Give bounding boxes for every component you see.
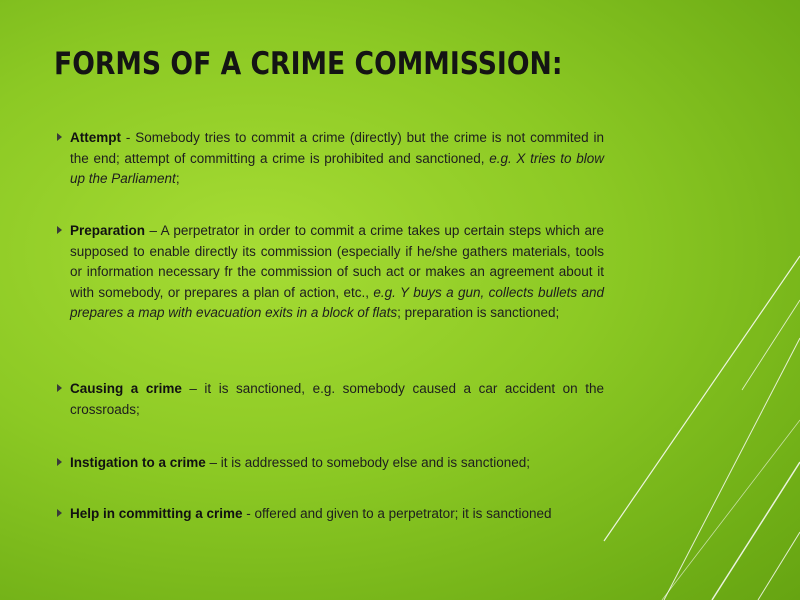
list-item-causing — [52, 379, 604, 420]
item-tail: ; — [175, 171, 180, 186]
item-term: Help in committing a crime — [70, 506, 243, 521]
item-description: - Somebody tries to commit a crime (directly) but the crime is not commited in the end; attempt of committing a crime is prohibited and sanctioned, — [70, 130, 604, 166]
item-description: – A perpetrator in order to commit a crime takes up certain steps which are supposed to enable directly its commission (especially if he/she gathers materials, tools or information necessary fr the commission of such act or makes an agreement about it with somebody, or prepares a plan of action, etc., — [70, 223, 604, 300]
list-item-preparation — [52, 221, 604, 324]
item-term: Causing a crime — [70, 381, 182, 396]
triangle-right-icon — [57, 509, 62, 517]
item-term: Instigation to a crime — [70, 455, 206, 470]
item-term: Attempt — [70, 130, 121, 145]
item-text — [70, 221, 604, 324]
item-example: e.g. X tries to blow up the Parliament — [70, 150, 604, 186]
list-item-help — [52, 504, 604, 525]
item-description: - offered and given to a perpetrator; it is sanctioned — [242, 506, 552, 521]
triangle-right-icon — [57, 226, 62, 234]
triangle-right-icon — [57, 458, 62, 466]
triangle-right-icon — [57, 384, 62, 392]
item-description: – it is sanctioned, e.g. somebody caused a car accident on the crossroads; — [70, 381, 604, 417]
item-text — [70, 504, 604, 525]
item-tail: ; preparation is sanctioned; — [397, 305, 560, 320]
item-text — [70, 379, 604, 420]
item-text — [70, 128, 604, 190]
triangle-right-icon — [57, 133, 62, 141]
item-text — [70, 453, 604, 474]
list-item-attempt — [52, 128, 604, 190]
item-example: e.g. Y buys a gun, collects bullets and prepares a map with evacuation exits in a block of flats — [70, 284, 604, 320]
item-term: Preparation — [70, 223, 146, 238]
item-description: – it is addressed to somebody else and is sanctioned; — [205, 455, 530, 470]
slide-title: FORMS OF A CRIME COMMISSION: — [54, 46, 563, 82]
list-item-instigation — [52, 453, 604, 474]
